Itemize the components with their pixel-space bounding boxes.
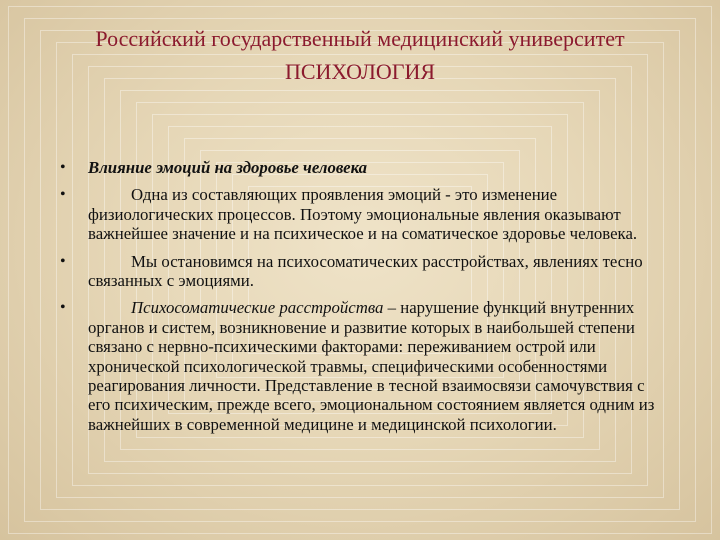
list-item xyxy=(60,298,660,434)
title-university: Российский государственный медицинский университет xyxy=(95,26,625,51)
list-item-text: Мы остановимся на психосоматических расстройствах, явлениях тесно связанных с эмоциями. xyxy=(88,251,643,291)
bullet-icon: • xyxy=(60,159,66,176)
title-subject: ПСИХОЛОГИЯ xyxy=(284,59,436,84)
list-item-text: Одна из составляющих проявления эмоций - это изменение физиологических процессов. Поэтому эмоциональные явления оказывают важнейшее значение и на психическое и на соматическое здоровье человека. xyxy=(88,185,638,244)
bullet-icon: • xyxy=(60,186,66,204)
bullet-icon: • xyxy=(60,252,66,270)
slide-body xyxy=(60,158,660,442)
list-item xyxy=(60,185,660,243)
list-item xyxy=(60,252,660,291)
bullet-icon: • xyxy=(60,299,66,317)
list-item-text: – нарушение функций внутренних органов и систем, возникновение и развитие которых в наибольшей степени связано с нервно-психическими факторами: переживанием острой или хронической психологической травмы, специфическими особенностями реагирования личности. Представление в тесной взаимосвязи самочувствия с его психическим, прежде всего, эмоциональном состоянием является одним из важнейших в современной медицине и медицинской психологии. xyxy=(88,298,655,434)
slide-title xyxy=(40,22,680,88)
list-item-heading: Влияние эмоций на здоровье человека xyxy=(88,158,368,177)
list-item xyxy=(60,158,660,177)
term-psychosomatic: Психосоматические расстройства xyxy=(131,298,384,318)
